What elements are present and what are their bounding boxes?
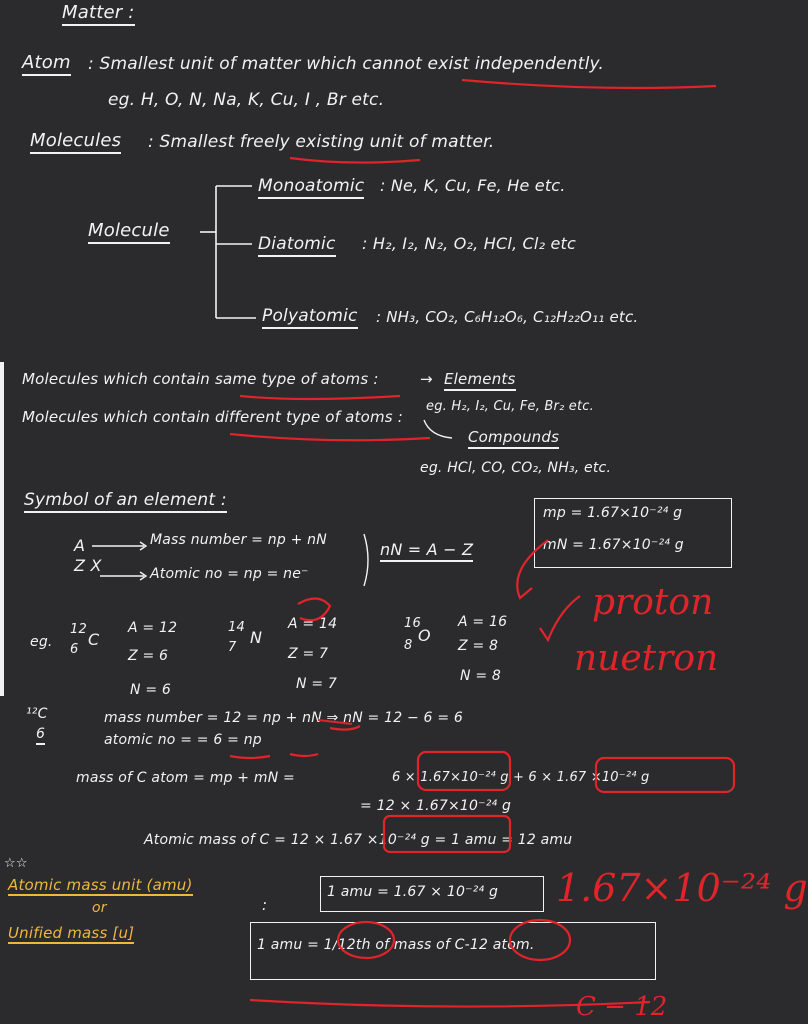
mp-value: mp = 1.67×10⁻²⁴ g <box>543 505 683 521</box>
c12-z: 6 <box>36 726 45 745</box>
amu-or: or <box>92 900 107 916</box>
symbol-ZX: Z X <box>74 556 102 575</box>
elements-examples: eg. H₂, I₂, Cu, Fe, Br₂ etc. <box>426 399 594 414</box>
branch-diatomic-eg: : H₂, I₂, N₂, O₂, HCl, Cl₂ etc <box>362 234 576 253</box>
molecules-label: Molecules <box>30 130 121 154</box>
unified-mass-label: Unified mass [u] <box>8 924 135 942</box>
page-title: Matter : <box>62 2 135 26</box>
amu-value-annotation: 1.67×10⁻²⁴ g <box>556 866 808 910</box>
branch-polyatomic: Polyatomic <box>262 306 358 329</box>
same-type-arrow: → <box>420 370 433 388</box>
symbol-A: A <box>74 536 86 555</box>
atom-definition: : Smallest unit of matter which cannot exist independently. <box>88 54 605 74</box>
red-highlights <box>298 598 734 960</box>
atom-label: Atom <box>22 52 71 76</box>
mass-of-c-expr: 6 × 1.67×10⁻²⁴ g + 6 × 1.67 ×10⁻²⁴ g <box>392 770 650 785</box>
carbon-symbol: C <box>88 630 100 649</box>
mass-of-c-sum: = 12 × 1.67×10⁻²⁴ g <box>360 798 512 814</box>
carbon-N: N = 6 <box>130 682 172 698</box>
carbon-atomic-number: 6 <box>70 642 79 657</box>
neutron-annotation: nuetron <box>574 638 719 679</box>
carbon-mass-number: 12 <box>70 622 87 637</box>
amu-colon: : <box>262 896 268 914</box>
branch-monoatomic-eg: : Ne, K, Cu, Fe, He etc. <box>380 176 566 195</box>
mass-number-def: Mass number = np + nN <box>150 532 327 548</box>
branch-monoatomic: Monoatomic <box>258 176 364 199</box>
star-icon: ☆☆ <box>4 856 28 871</box>
oxygen-A: A = 16 <box>458 614 508 630</box>
diff-type-text: Molecules which contain different type of atoms : <box>22 408 403 426</box>
symbol-heading: Symbol of an element : <box>24 490 227 513</box>
red-underlines <box>230 80 719 1007</box>
c12-symbol: ¹²C <box>26 706 48 722</box>
nitrogen-mass-number: 14 <box>228 620 245 635</box>
molecules-definition: : Smallest freely existing unit of matter. <box>148 132 495 152</box>
same-type-text: Molecules which contain same type of atoms : <box>22 370 379 388</box>
c12-annotation: C − 12 <box>576 992 668 1022</box>
nitrogen-symbol: N <box>250 628 263 647</box>
amu-definition: 1 amu = 1.67 × 10⁻²⁴ g <box>327 884 499 900</box>
nitrogen-A: A = 14 <box>288 616 338 632</box>
amu-c12-definition: 1 amu = 1/12th of mass of C-12 atom. <box>257 937 535 953</box>
proton-annotation: proton <box>592 582 714 623</box>
branch-polyatomic-eg: : NH₃, CO₂, C₆H₁₂O₆, C₁₂H₂₂O₁₁ etc. <box>376 308 639 326</box>
atomic-mass-of-c: Atomic mass of C = 12 × 1.67 ×10⁻²⁴ g = 1 amu = 12 amu <box>144 832 573 848</box>
compounds-examples: eg. HCl, CO, CO₂, NH₃, etc. <box>420 460 612 476</box>
red-brace-arrows <box>517 540 580 640</box>
oxygen-symbol: O <box>418 626 431 645</box>
elements-label: Elements <box>444 370 516 391</box>
red-slash-marks <box>318 720 352 724</box>
branch-diatomic: Diatomic <box>258 234 336 257</box>
mn-value: mN = 1.67×10⁻²⁴ g <box>543 537 684 553</box>
oxygen-mass-number: 16 <box>404 616 421 631</box>
neutron-formula: nN = A − Z <box>380 540 473 562</box>
compounds-label: Compounds <box>468 428 559 449</box>
c12-line2: atomic no = = 6 = np <box>104 732 262 748</box>
carbon-Z: Z = 6 <box>128 648 169 664</box>
atom-examples: eg. H, O, N, Na, K, Cu, I , Br etc. <box>108 90 385 110</box>
carbon-A: A = 12 <box>128 620 178 636</box>
oxygen-N: N = 8 <box>460 668 502 684</box>
amu-label: Atomic mass unit (amu) <box>8 876 193 894</box>
tree-connector <box>200 186 256 318</box>
nitrogen-Z: Z = 7 <box>288 646 329 662</box>
atomic-no-def: Atomic no = np = ne⁻ <box>150 566 309 582</box>
oxygen-Z: Z = 8 <box>458 638 499 654</box>
mass-of-c-label: mass of C atom = mp + mN = <box>76 770 295 786</box>
nitrogen-atomic-number: 7 <box>228 640 237 655</box>
c12-line1: mass number = 12 = np + nN ⇒ nN = 12 − 6 = 6 <box>104 710 464 726</box>
molecule-tree-root: Molecule <box>88 220 170 244</box>
oxygen-atomic-number: 8 <box>404 638 413 653</box>
symbol-arrows <box>92 420 452 586</box>
examples-eg: eg. <box>30 634 53 650</box>
nitrogen-N: N = 7 <box>296 676 338 692</box>
